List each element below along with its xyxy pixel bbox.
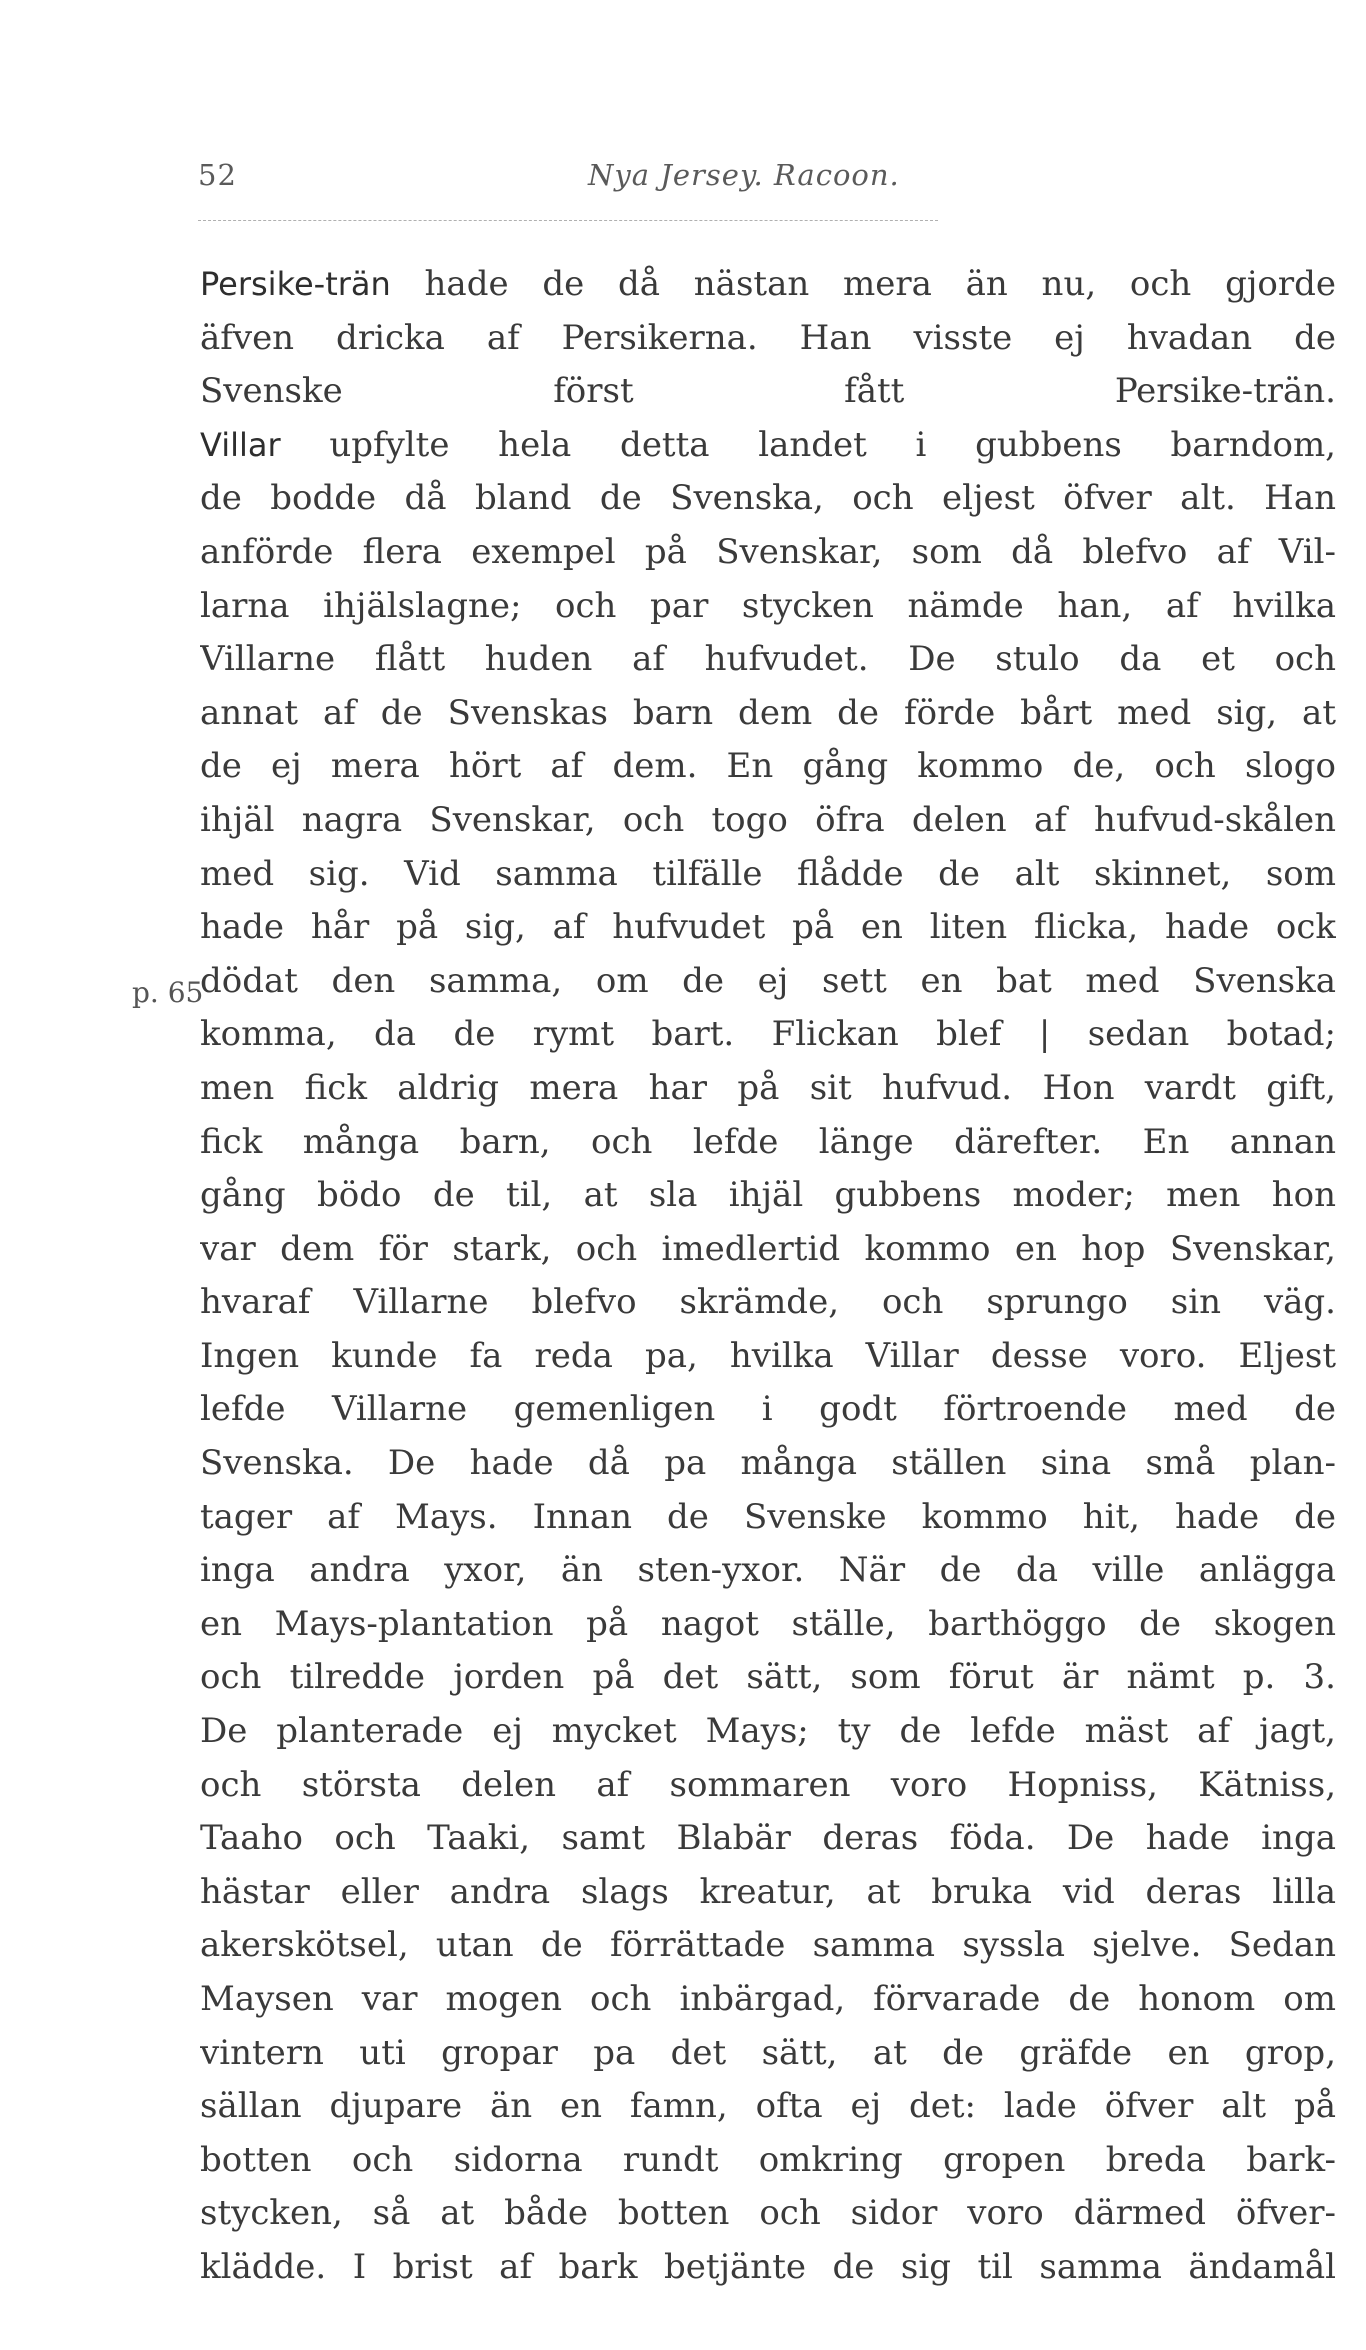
text-line <box>200 794 1336 848</box>
text-line <box>200 1437 1336 1491</box>
line-text: De planterade ej mycket Mays; ty de lefde mäst af jagt, <box>200 1711 1336 1752</box>
text-line <box>200 2134 1336 2188</box>
text-line <box>200 687 1336 741</box>
text-line <box>200 1973 1336 2027</box>
line-text: akerskötsel, utan de förrättade samma syssla sjelve. Sedan <box>200 1925 1336 1966</box>
line-text: de bodde då bland de Svenska, och eljest öfver alt. Han <box>200 478 1336 519</box>
text-line <box>200 2027 1336 2081</box>
line-text: hade de då nästan mera än nu, och gjorde <box>390 264 1336 304</box>
text-line <box>200 1276 1336 1330</box>
text-line <box>200 1330 1336 1384</box>
line-text: hade hår på sig, af hufvudet på en liten flicka, hade ock <box>200 907 1336 948</box>
text-line <box>200 1116 1336 1170</box>
text-line <box>200 1169 1336 1223</box>
text-line <box>200 258 1336 312</box>
line-text: äfven dricka af Persikerna. Han visste ej hvadan de <box>200 317 1336 358</box>
line-text: och största delen af sommaren voro Hopniss, Kätniss, <box>200 1764 1336 1805</box>
text-line <box>200 1759 1336 1813</box>
entry-term: Persike-trän <box>200 265 391 303</box>
line-text: fick många barn, och lefde länge därefter. En annan <box>200 1121 1336 1162</box>
line-text: och tilredde jorden på det sätt, som förut är nämt p. 3. <box>200 1657 1336 1698</box>
line-text: sällan djupare än en famn, ofta ej det: lade öfver alt på <box>200 2086 1336 2127</box>
text-line <box>200 2187 1336 2241</box>
text-line <box>200 2241 1336 2295</box>
running-title: Nya Jersey. Racoon. <box>588 158 900 192</box>
line-text: stycken, så at både botten och sidor voro därmed öfver- <box>200 2193 1336 2234</box>
line-text: larna ihjälslagne; och par stycken nämde han, af hvilka <box>200 585 1336 626</box>
text-line <box>200 419 1336 473</box>
text-line <box>200 312 1336 366</box>
text-line <box>200 1223 1336 1277</box>
line-text: Maysen var mogen och inbärgad, förvarade de honom om <box>200 1979 1336 2019</box>
line-text: tager af Mays. Innan de Svenske kommo hit, hade de <box>200 1496 1336 1537</box>
text-line <box>200 901 1336 955</box>
text-line <box>200 1544 1336 1598</box>
line-text: Svenska. De hade då pa många ställen sina små plan- <box>200 1443 1336 1484</box>
text-line <box>200 1651 1336 1705</box>
line-text: en Mays-plantation på nagot ställe, barthöggo de skogen <box>200 1603 1336 1644</box>
line-text: annat af de Svenskas barn dem de förde bårt med sig, at <box>200 692 1336 733</box>
text-line <box>200 1008 1336 1062</box>
line-text: de ej mera hört af dem. En gång kommo de, och slogo <box>200 746 1336 787</box>
text-line <box>200 848 1336 902</box>
body-text <box>200 258 1336 2295</box>
line-text: var dem för stark, och imedlertid kommo en hop Svenskar, <box>200 1228 1336 1269</box>
text-line <box>200 1598 1336 1652</box>
text-line <box>200 1491 1336 1545</box>
page-number: 52 <box>198 158 237 192</box>
entry-term: Villar <box>200 425 281 464</box>
margin-note: p. 65 <box>132 976 204 1009</box>
line-text: men fick aldrig mera har på sit hufvud. Hon vardt gift, <box>200 1067 1336 1108</box>
line-text: inga andra yxor, än sten-yxor. När de da ville anlägga <box>200 1550 1336 1591</box>
line-text: ihjäl nagra Svenskar, och togo öfra delen af hufvud-skålen <box>200 799 1336 840</box>
text-line <box>200 1383 1336 1437</box>
text-line <box>200 633 1336 687</box>
line-text: upfylte hela detta landet i gubbens barndom, <box>280 424 1336 465</box>
text-line <box>200 1705 1336 1759</box>
text-line <box>200 365 1336 419</box>
line-text: botten och sidorna rundt omkring gropen breda bark- <box>200 2139 1336 2180</box>
line-text: Ingen kunde fa reda pa, hvilka Villar desse voro. Eljest <box>200 1335 1336 1376</box>
line-text: hvaraf Villarne blefvo skrämde, och sprungo sin väg. <box>200 1282 1336 1323</box>
line-text: klädde. I brist af bark betjänte de sig til samma ändamål <box>200 2246 1336 2287</box>
text-line <box>200 526 1336 580</box>
text-line <box>200 955 1336 1009</box>
line-text: komma, da de rymt bart. Flickan blef | sedan botad; <box>200 1014 1336 1055</box>
line-text: anförde flera exempel på Svenskar, som då blefvo af Vil- <box>200 531 1336 572</box>
line-text: med sig. Vid samma tilfälle flådde de alt skinnet, som <box>200 853 1336 894</box>
line-text: gång bödo de til, at sla ihjäl gubbens moder; men hon <box>200 1175 1336 1216</box>
text-line <box>200 1812 1336 1866</box>
header-rule <box>198 220 938 221</box>
text-line <box>200 740 1336 794</box>
line-text: hästar eller andra slags kreatur, at bruka vid deras lilla <box>200 1871 1336 1912</box>
text-line <box>200 472 1336 526</box>
text-line <box>200 1062 1336 1116</box>
page-header <box>198 158 1338 206</box>
text-line <box>200 2080 1336 2134</box>
text-line <box>200 580 1336 634</box>
line-text: vintern uti gropar pa det sätt, at de gräfde en grop, <box>200 2032 1336 2073</box>
text-line <box>200 1866 1336 1920</box>
text-line <box>200 1919 1336 1973</box>
line-text: Villarne flått huden af hufvudet. De stulo da et och <box>200 639 1336 680</box>
line-text: Taaho och Taaki, samt Blabär deras föda. De hade inga <box>200 1818 1336 1859</box>
line-text: dödat den samma, om de ej sett en bat med Svenska <box>200 960 1336 1001</box>
line-text: lefde Villarne gemenligen i godt förtroende med de <box>200 1389 1336 1430</box>
line-text: Svenske först fått Persike-trän. <box>200 371 1336 412</box>
